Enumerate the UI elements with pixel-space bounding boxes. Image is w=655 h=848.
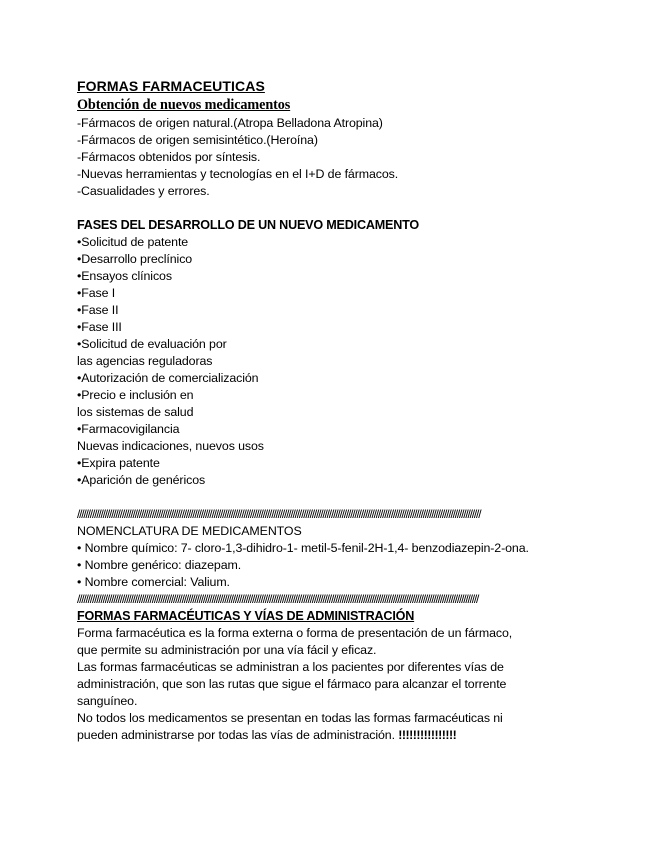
list-item: •Fase III <box>77 320 122 334</box>
list-item: •Precio e inclusión en <box>77 388 194 402</box>
section-heading-fases: FASES DEL DESARROLLO DE UN NUEVO MEDICAMENTO <box>77 218 419 232</box>
section-heading-nomenclatura: NOMENCLATURA DE MEDICAMENTOS <box>77 524 302 538</box>
list-item: •Desarrollo preclínico <box>77 252 193 266</box>
list-item: •Solicitud de patente <box>77 235 189 249</box>
list-item: -Nuevas herramientas y tecnologías en el I+D de fármacos. <box>77 167 399 181</box>
section-heading-formas: FORMAS FARMACÉUTICAS Y VÍAS DE ADMINISTRACIÓN <box>77 609 415 623</box>
list-item: •Fase II <box>77 303 119 317</box>
list-item: -Fármacos de origen natural.(Atropa Belladona Atropina) <box>77 116 383 130</box>
paragraph-line: Las formas farmacéuticas se administran a los pacientes por diferentes vías de <box>77 660 504 674</box>
paragraph-line: Forma farmacéutica es la forma externa o forma de presentación de un fármaco, <box>77 626 513 640</box>
separator-line: //////////////////////////////////////////////////////////////////////////////////////////////////////////////////////////////////////////////////////////////////////////////////////////// <box>77 592 479 606</box>
list-item-continuation: los sistemas de salud <box>77 405 194 419</box>
list-item: • Nombre genérico: diazepam. <box>77 558 242 572</box>
emphasis-marks: !!!!!!!!!!!!!!!! <box>398 728 457 742</box>
paragraph-line <box>77 727 456 743</box>
separator-line: ///////////////////////////////////////////////////////////////////////////////////////////////////////////////////////////////////////////////////////////////////////////////////////////// <box>77 507 481 521</box>
paragraph-line: sanguíneo. <box>77 694 138 708</box>
list-item: -Casualidades y errores. <box>77 184 210 198</box>
list-item: • Nombre químico: 7- cloro-1,3-dihidro-1- metil-5-fenil-2H-1,4- benzodiazepin-2-ona. <box>77 541 529 555</box>
list-item: •Expira patente <box>77 456 160 470</box>
paragraph-line: No todos los medicamentos se presentan en todas las formas farmacéuticas ni <box>77 711 503 725</box>
document-title: FORMAS FARMACEUTICAS <box>77 78 265 94</box>
list-item: •Aparición de genéricos <box>77 473 206 487</box>
list-item: •Farmacovigilancia <box>77 422 180 436</box>
list-item: •Solicitud de evaluación por <box>77 337 227 351</box>
list-item: -Fármacos de origen semisintético.(Heroína) <box>77 133 318 147</box>
list-item-continuation: Nuevas indicaciones, nuevos usos <box>77 439 264 453</box>
list-item: • Nombre comercial: Valium. <box>77 575 230 589</box>
list-item-continuation: las agencias reguladoras <box>77 354 213 368</box>
paragraph-line: que permite su administración por una vía fácil y eficaz. <box>77 643 377 657</box>
paragraph-text: pueden administrarse por todas las vías de administración. <box>77 728 399 742</box>
list-item: •Ensayos clínicos <box>77 269 172 283</box>
list-item: •Autorización de comercialización <box>77 371 259 385</box>
paragraph-line: administración, que son las rutas que sigue el fármaco para alcanzar el torrente <box>77 677 507 691</box>
list-item: -Fármacos obtenidos por síntesis. <box>77 150 261 164</box>
list-item: •Fase I <box>77 286 116 300</box>
section-heading-obtencion: Obtención de nuevos medicamentos <box>77 97 291 113</box>
